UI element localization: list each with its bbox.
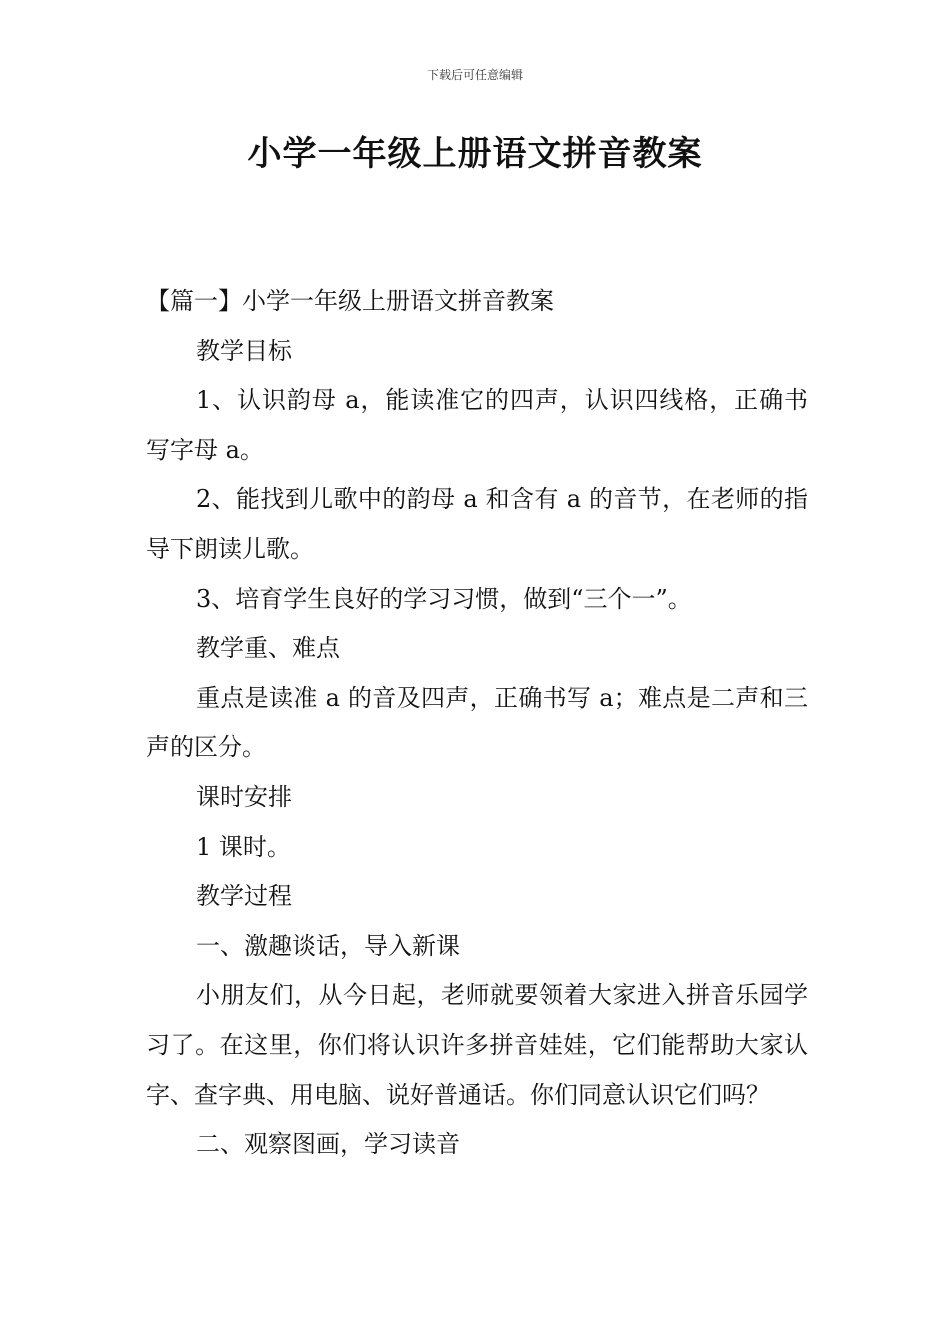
section-heading: 【篇一】小学一年级上册语文拼音教案	[146, 287, 554, 315]
paragraph-step-1-text: 小朋友们，从今日起，老师就要领着大家进入拼音乐园学习了。在这里，你们将认识许多拼音娃娃，它们能帮助大家认字、查字典、用电脑、说好普通话。你们同意认识它们吗？	[146, 981, 808, 1109]
document-body	[146, 277, 808, 1170]
header-note: 下载后可任意编辑	[426, 68, 523, 82]
paragraph-step-1-heading: 一、激趣谈话，导入新课	[196, 931, 460, 960]
paragraph-schedule: 1 课时。	[196, 832, 291, 861]
document-title: 小学一年级上册语文拼音教案	[247, 134, 703, 174]
paragraph-process-heading: 教学过程	[196, 882, 292, 911]
paragraph-key-points: 重点是读准 a 的音及四声，正确书写 a；难点是二声和三声的区分。	[146, 683, 808, 762]
paragraph-objective-3: 3、培育学生良好的学习习惯，做到“三个一”。	[196, 584, 692, 613]
paragraph-schedule-heading: 课时安排	[196, 782, 292, 811]
paragraph-objective-2: 2、能找到儿歌中的韵母 a 和含有 a 的音节，在老师的指导下朗读儿歌。	[146, 485, 808, 563]
paragraph-key-points-heading: 教学重、难点	[196, 634, 340, 663]
paragraph-objectives-heading: 教学目标	[196, 336, 292, 365]
paragraph-objective-1: 1、认识韵母 a，能读准它的四声，认识四线格，正确书写字母 a。	[146, 386, 808, 464]
paragraph-step-2-heading: 二、观察图画，学习读音	[196, 1130, 460, 1159]
